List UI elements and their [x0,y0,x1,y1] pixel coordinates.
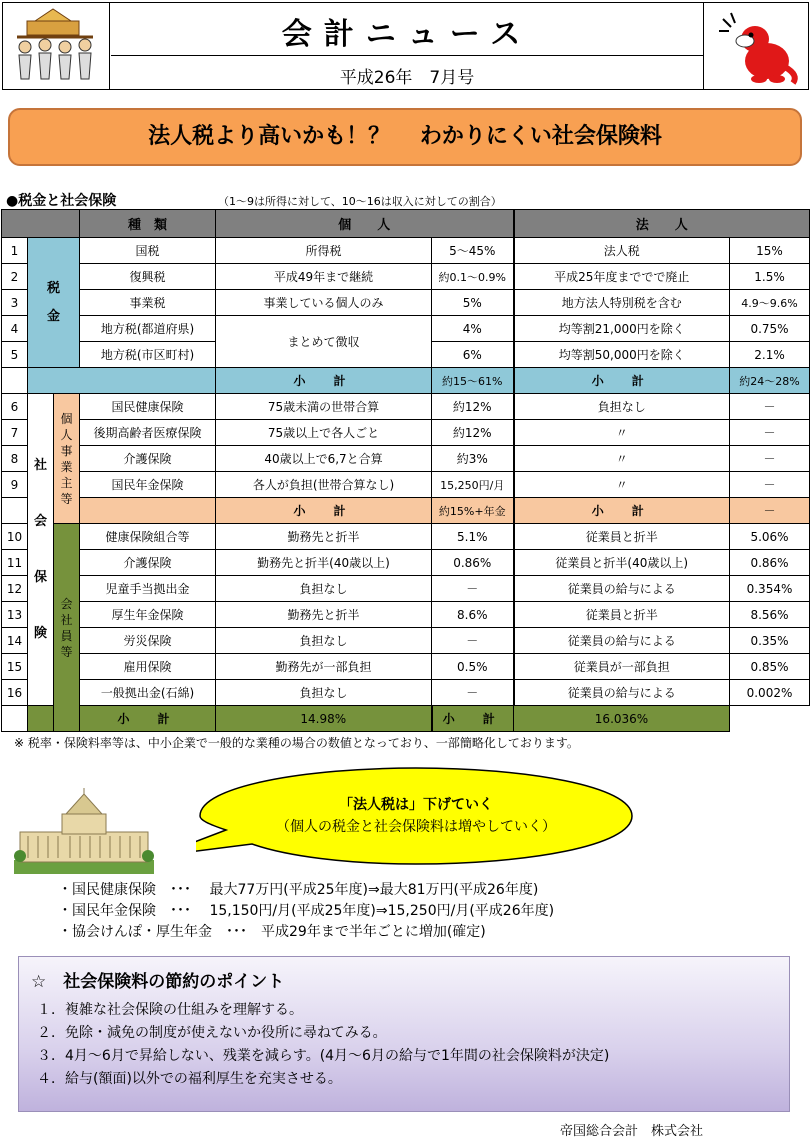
subtotal-row-corporate [2,706,810,732]
corporate-desc: 均等割50,000円を除く [514,342,730,368]
subtotal-corporate: － [730,498,810,524]
table-row [2,524,810,550]
individual-desc: 40歳以上で6,7と合算 [216,446,432,472]
table-row [2,654,810,680]
type-cell: 介護保険 [80,446,216,472]
table-row [2,316,810,342]
type-cell: 後期高齢者医療保険 [80,420,216,446]
corporate-desc: 従業員と折半 [514,602,730,628]
col-header-corporate: 法 人 [514,210,810,238]
individual-rate: 8.6% [432,602,514,628]
type-cell: 地方税(市区町村) [80,342,216,368]
corporate-desc: 平成25年度まででで廃止 [514,264,730,290]
table-header-row [2,210,810,238]
headline-banner: 法人税より高いかも！？ わかりにくい社会保険料 [8,108,802,166]
row-number: 11 [2,550,28,576]
table-row [2,264,810,290]
row-number: 13 [2,602,28,628]
table-footnote: ※ 税率・保険料率等は、中小企業で一般的な業種の場合の数値となっており、一部簡略化しております。 [14,736,579,750]
list-item: ・国民健康保険 ･･･ 最大77万円(平成25年度)⇒最大81万円(平成26年度) [58,882,539,898]
group-label-social: 社 会 保 険 [28,394,54,706]
group-label-corporate: 会 社 員 等 [54,524,80,732]
corporate-desc: 〃 [514,420,730,446]
table-row [2,420,810,446]
savings-tips-box [18,956,790,1112]
type-cell: 復興税 [80,264,216,290]
individual-rate: 約0.1～0.9% [432,264,514,290]
group-label-tax: 税 金 [28,238,80,368]
newsletter-header [2,2,809,90]
corporate-rate: － [730,446,810,472]
type-cell: 児童手当拠出金 [80,576,216,602]
list-item: ・国民年金保険 ･･･ 15,150円/月(平成25年度)⇒15,250円/月(平成26年度) [58,903,555,919]
table-row [2,472,810,498]
row-number: 12 [2,576,28,602]
subtotal-corporate: 約24～28% [730,368,810,394]
corporate-rate: 8.56% [730,602,810,628]
table-row [2,446,810,472]
corporate-desc: 従業員の給与による [514,628,730,654]
corporate-rate: 0.35% [730,628,810,654]
corporate-desc: 〃 [514,472,730,498]
individual-desc: 勤務先と折半 [216,602,432,628]
corporate-rate: － [730,420,810,446]
type-cell: 国税 [80,238,216,264]
row-number: 16 [2,680,28,706]
subtotal-label: 小 計 [514,368,730,394]
row-number: 6 [2,394,28,420]
corporate-rate: 0.75% [730,316,810,342]
individual-desc: 75歳以上で各人ごと [216,420,432,446]
type-cell: 国民年金保険 [80,472,216,498]
individual-desc: 勤務先と折半(40歳以上) [216,550,432,576]
callout-subtext: （個人の税金と社会保険料は増やしていく） [276,819,556,835]
corporate-desc: 従業員と折半(40歳以上) [514,550,730,576]
subtotal-label: 小 計 [216,368,432,394]
table-row [2,550,810,576]
individual-rate: 0.5% [432,654,514,680]
subtotal-label: 小 計 [514,498,730,524]
row-number: 8 [2,446,28,472]
individual-rate: 4% [432,316,514,342]
list-item: ３．4月～6月で昇給しない、残業を減らす。(4月～6月の給与で1年間の社会保険料が決定) [37,1048,610,1064]
subtotal-label: 小 計 [432,706,514,732]
individual-desc: 事業している個人のみ [216,290,432,316]
premium-changes-list [58,880,554,943]
callout-heading: 「法人税は」下げていく [339,797,493,813]
issue-date: 平成26年 7月号 [339,68,475,88]
diet-building-illustration [14,786,154,876]
subtotal-individual: 約15%+年金 [432,498,514,524]
individual-rate: 約3% [432,446,514,472]
tips-title: ☆ 社会保険料の節約のポイント [31,972,285,992]
corporate-desc: 従業員の給与による [514,576,730,602]
speech-bubble [196,764,636,874]
individual-rate: 約12% [432,394,514,420]
corporate-desc: 法人税 [514,238,730,264]
type-cell: 国民健康保険 [80,394,216,420]
row-number: 5 [2,342,28,368]
corporate-rate: 0.002% [730,680,810,706]
row-number: 10 [2,524,28,550]
corporate-rate: 4.9～9.6% [730,290,810,316]
col-header-type: 種 類 [80,210,216,238]
subtotal-row-tax [2,368,810,394]
individual-desc: 負担なし [216,576,432,602]
corporate-desc: 負担なし [514,394,730,420]
individual-desc: 負担なし [216,680,432,706]
row-number: 2 [2,264,28,290]
subtotal-corporate: 16.036% [514,706,730,732]
type-cell: 介護保険 [80,550,216,576]
row-number: 4 [2,316,28,342]
corporate-desc: 従業員の給与による [514,680,730,706]
corporate-desc: 〃 [514,446,730,472]
type-cell: 健康保険組合等 [80,524,216,550]
individual-rate: － [432,628,514,654]
individual-rate: 0.86% [432,550,514,576]
list-item: ４．給与(額面)以外での福利厚生を充実させる。 [37,1071,342,1087]
section-title: ●税金と社会保険 [6,193,117,209]
table-row [2,628,810,654]
row-number: 14 [2,628,28,654]
corporate-rate: 1.5% [730,264,810,290]
newsletter-title: 会計ニュース [281,17,533,52]
corporate-rate: 0.354% [730,576,810,602]
col-header-individual: 個 人 [216,210,514,238]
individual-rate: 5% [432,290,514,316]
type-cell: 雇用保険 [80,654,216,680]
list-item: １．複雑な社会保険の仕組みを理解する。 [37,1002,303,1018]
type-cell: 地方税(都道府県) [80,316,216,342]
type-cell: 事業税 [80,290,216,316]
individual-rate: － [432,576,514,602]
table-row [2,394,810,420]
subtotal-individual: 14.98% [216,706,432,732]
mascot-illustration [715,9,805,89]
row-number: 15 [2,654,28,680]
individual-desc: 平成49年まで継続 [216,264,432,290]
tax-insurance-table [1,209,810,732]
individual-desc: 所得税 [216,238,432,264]
corporate-rate: 5.06% [730,524,810,550]
tips-list [37,999,609,1091]
list-item: ２．免除・減免の制度が使えないか役所に尋ねてみる。 [37,1025,387,1041]
corporate-rate: 0.86% [730,550,810,576]
corporate-desc: 従業員が一部負担 [514,654,730,680]
type-cell: 厚生年金保険 [80,602,216,628]
subtotal-individual: 約15～61% [432,368,514,394]
corporate-desc: 均等割21,000円を除く [514,316,730,342]
list-item: ・協会けんぽ・厚生年金 ･･･ 平成29年まで半年ごとに増加(確定) [58,924,486,940]
individual-rate: 5.1% [432,524,514,550]
individual-desc: 勤務先と折半 [216,524,432,550]
table-row [2,680,810,706]
corporate-desc: 地方法人特別税を含む [514,290,730,316]
table-row [2,290,810,316]
corporate-rate: － [730,472,810,498]
individual-desc: 各人が負担(世帯合算なし) [216,472,432,498]
type-cell: 一般拠出金(石綿) [80,680,216,706]
individual-desc: 75歳未満の世帯合算 [216,394,432,420]
individual-rate: 約12% [432,420,514,446]
festival-illustration [7,7,103,87]
individual-rate: 15,250円/月 [432,472,514,498]
individual-rate: 5～45% [432,238,514,264]
subtotal-row-individual [2,498,810,524]
individual-desc: 負担なし [216,628,432,654]
individual-rate: － [432,680,514,706]
individual-rate: 6% [432,342,514,368]
row-number: 3 [2,290,28,316]
corporate-rate: 2.1% [730,342,810,368]
corporate-rate: 0.85% [730,654,810,680]
subtotal-label: 小 計 [216,498,432,524]
table-row [2,602,810,628]
row-number: 9 [2,472,28,498]
type-cell: 労災保険 [80,628,216,654]
corporate-rate: 15% [730,238,810,264]
table-row [2,238,810,264]
table-row [2,576,810,602]
individual-desc: まとめて徴収 [216,316,432,368]
company-name: 帝国総合会計 株式会社 [560,1124,704,1139]
section-note: （1～9は所得に対して、10～16は収入に対しての割合） [218,195,502,208]
subtotal-label: 小 計 [80,706,216,732]
corporate-desc: 従業員と折半 [514,524,730,550]
individual-desc: 勤務先が一部負担 [216,654,432,680]
group-label-individual: 個 人 事 業 主 等 [54,394,80,524]
row-number: 1 [2,238,28,264]
row-number: 7 [2,420,28,446]
corporate-rate: － [730,394,810,420]
